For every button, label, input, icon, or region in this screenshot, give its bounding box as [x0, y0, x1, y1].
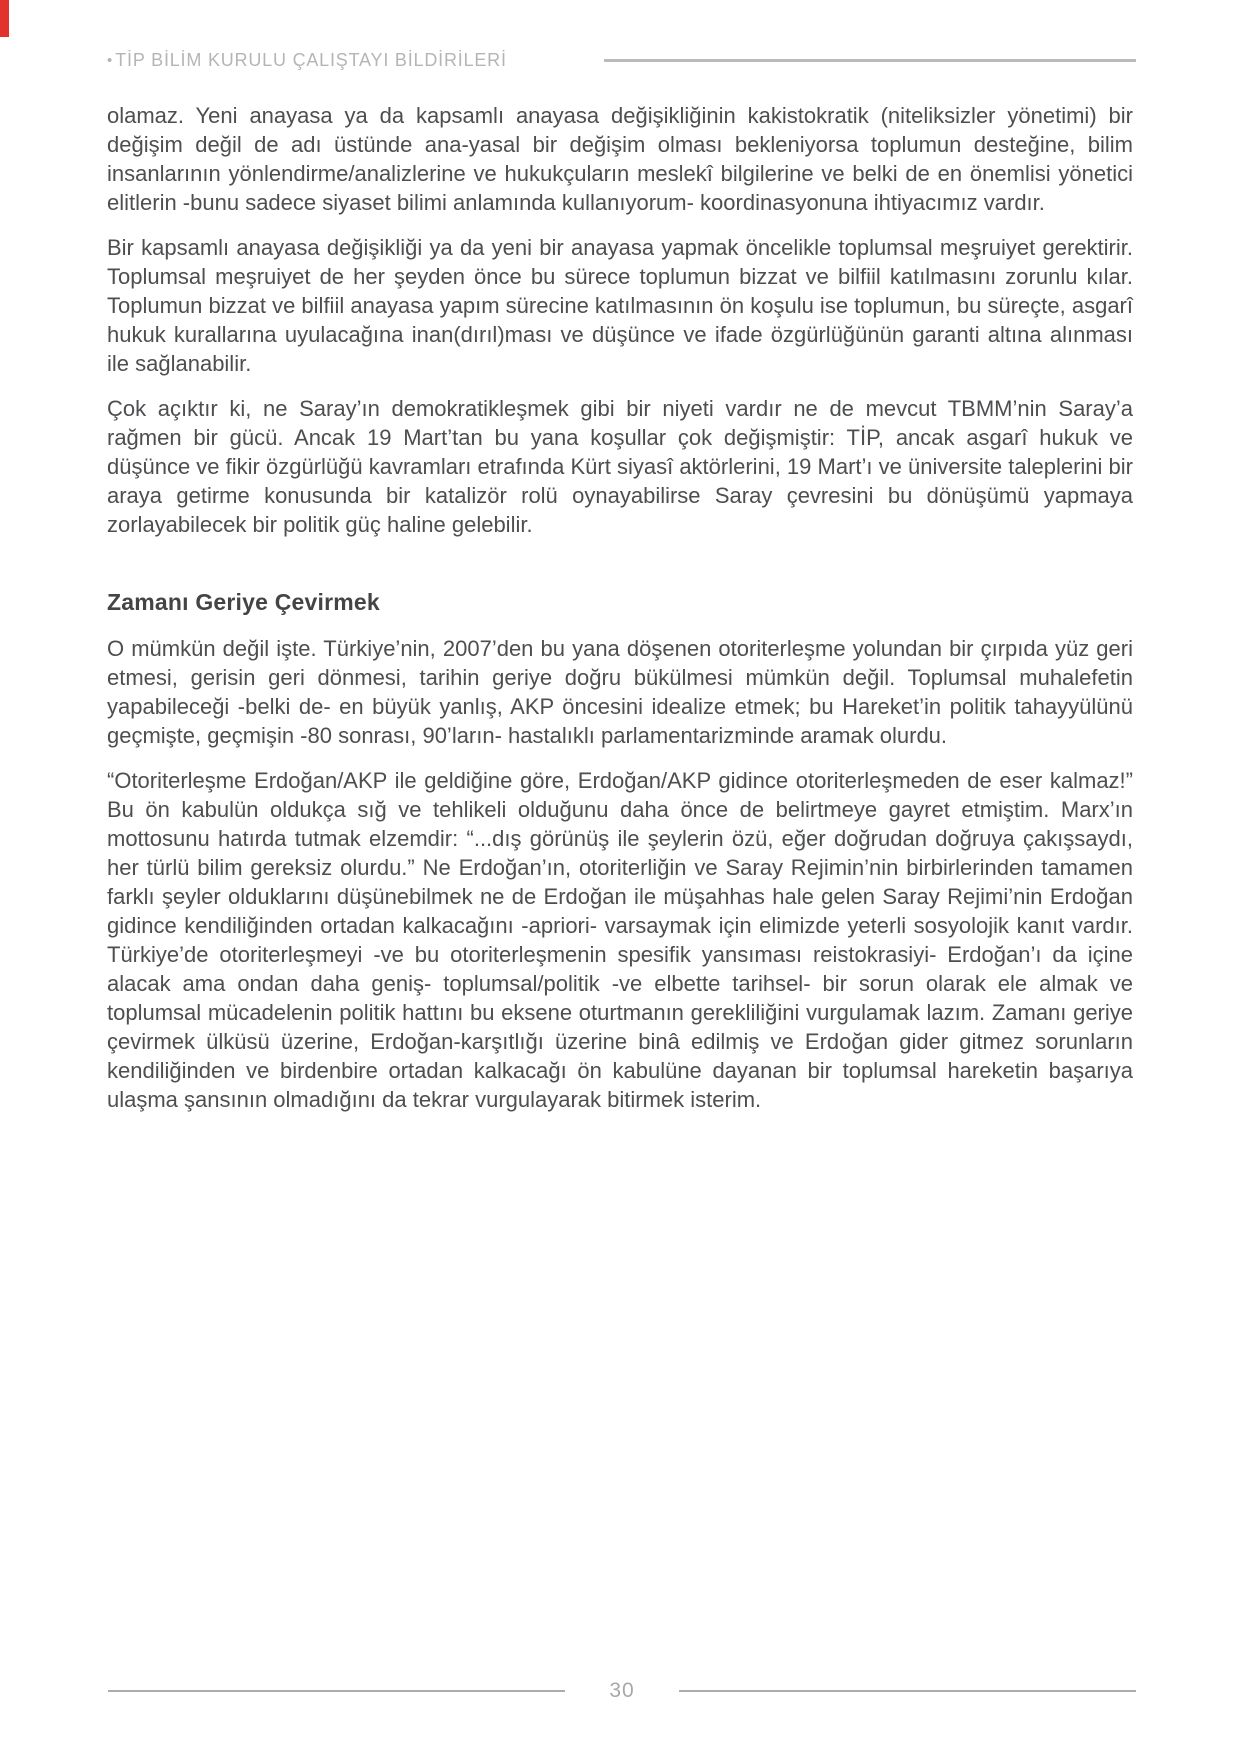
body-paragraph: Çok açıktır ki, ne Saray’ın demokratikleşmek gibi bir niyeti vardır ne de mevcut TBMM’nin Saray’a rağmen bir gücü. Ancak 19 Mart’tan bu yana koşullar çok değişmiştir: TİP, ancak asgarî hukuk ve düşünce ve fikir özgürlüğü kavramları etrafında Kürt siyasî aktörlerini, 19 Mart’ı ve üniversite taleplerini bir araya getirme konusunda bir katalizör rolü oynayabilirse Saray çevresini bu dönüşümü yapmaya zorlayabilecek bir politik güç haline gelebilir.	[107, 396, 1133, 537]
page-edge-red-mark	[0, 0, 9, 37]
page-number: 30	[609, 1679, 635, 1702]
body-paragraph: O mümkün değil işte. Türkiye’nin, 2007’den bu yana döşenen otoriterleşme yolundan bir çırpıda yüz geri etmesi, gerisin geri dönmesi, tarihin geriye doğru bükülmesi mümkün değil. Toplumsal muhalefetin yapabileceği -belki de- en büyük yanlış, AKP öncesini idealize etmek; bu Hareket’in politik tahayyülünü geçmişte, geçmişin -80 sonrası, 90’ların- hastalıklı parlamentarizminde aramak olurdu.	[107, 636, 1133, 748]
running-header	[107, 50, 1136, 71]
running-header-title: TİP BİLİM KURULU ÇALIŞTAYI BİLDİRİLERİ	[115, 50, 507, 70]
body-paragraph: Bir kapsamlı anayasa değişikliği ya da yeni bir anayasa yapmak öncelikle toplumsal meşruiyet gerektirir. Toplumsal meşruiyet de her şeyden önce bu sürece toplumun bizzat ve bilfiil katılmasını zorunlu kılar. Toplumun bizzat ve bilfiil anayasa yapım sürecine katılmasının ön koşulu ise toplumun, bu süreçte, asgarî hukuk kurallarına uyulacağına inan(dırıl)ması ve düşünce ve ifade özgürlüğünün garanti altına alınması ile sağlanabilir.	[107, 235, 1133, 376]
document-body	[107, 101, 1133, 1130]
page-footer	[108, 1679, 1136, 1703]
body-paragraph: olamaz. Yeni anayasa ya da kapsamlı anayasa değişikliğinin kakistokratik (niteliksizler yönetimi) bir değişim değil de adı üstünde ana-yasal bir değişim olması bekleniyorsa toplumun desteğine, bilim insanlarının yönlendirme/analizlerine ve hukukçuların meslekî bilgilerine ve belki de en önemlisi yönetici elitlerin -bunu sadece siyaset bilimi anlamında kullanıyorum- koordinasyonuna ihtiyacımız vardır.	[107, 103, 1133, 215]
header-rule	[604, 59, 1136, 62]
section-heading: Zamanı Geriye Çevirmek	[107, 589, 380, 615]
bullet-icon: •	[107, 52, 113, 69]
body-paragraph: “Otoriterleşme Erdoğan/AKP ile geldiğine göre, Erdoğan/AKP gidince otoriterleşmeden de eser kalmaz!” Bu ön kabulün oldukça sığ ve tehlikeli olduğunu daha önce de belirtmeye gayret etmiştim. Marx’ın mottosunu hatırda tutmak elzemdir: “...dış görünüş ile şeylerin özü, eğer doğrudan doğruya çakışsaydı, her türlü bilim gereksiz olurdu.” Ne Erdoğan’ın, otoriterliğin ve Saray Rejimin’nin birbirlerinden tamamen farklı şeyler olduklarını düşünebilmek ne de Erdoğan ile müşahhas hale gelen Saray Rejimi’nin Erdoğan gidince kendiliğinden ortadan kalkacağını -apriori- varsaymak için elimizde yeterli sosyolojik kanıt vardır. Türkiye’de otoriterleşmeyi -ve bu otoriterleşmenin spesifik yansıması reistokrasiyi- Erdoğan’ı da içine alacak ama ondan daha geniş- toplumsal/politik -ve elbette tarihsel- bir sorun olarak ele almak ve toplumsal mücadelenin politik hattını bu eksene oturtmanın gerekliliğini vurgulamak lazım. Zamanı geriye çevirmek ülküsü üzerine, Erdoğan-karşıtlığı üzerine binâ edilmiş ve Erdoğan gider gitmez sorunların kendiliğinden ve birdenbire ortadan kalkacağı ön kabulüne dayanan bir toplumsal hareketin başarıya ulaşma şansının olmadığını da tekrar vurgulayarak bitirmek isterim.	[107, 768, 1133, 1112]
footer-rule-left	[108, 1690, 565, 1692]
footer-rule-right	[679, 1690, 1136, 1692]
